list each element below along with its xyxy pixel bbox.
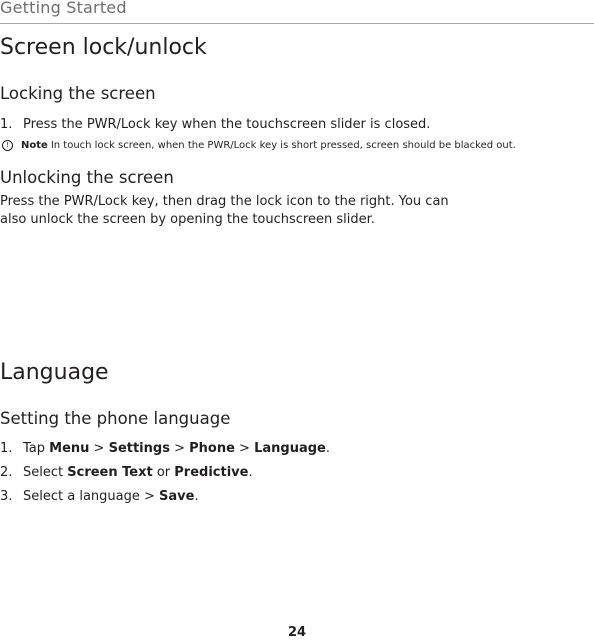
note-block — [0, 140, 516, 151]
step-text — [23, 489, 199, 504]
option-save: Save — [159, 489, 195, 504]
page-number: 24 — [287, 625, 307, 640]
step-text-part: . — [194, 489, 199, 504]
menu-path-phone: Phone — [189, 441, 235, 456]
info-icon: ! — [2, 140, 13, 151]
step-text-part: Tap — [23, 441, 50, 456]
separator: > — [169, 441, 190, 456]
step-text-part: or — [152, 465, 175, 480]
unlocking-paragraph — [0, 193, 450, 229]
step-text-part: . — [248, 465, 253, 480]
heading-setting-language: Setting the phone language — [0, 409, 231, 428]
note-text: In touch lock screen, when the PWR/Lock key is short pressed, screen should be blacked out. — [50, 140, 516, 151]
heading-unlocking-screen: Unlocking the screen — [0, 168, 174, 187]
separator: > — [234, 441, 255, 456]
step-text-part: Select a language > — [23, 489, 160, 504]
running-head: Getting Started — [0, 0, 127, 17]
note-label: Note — [21, 140, 48, 151]
menu-path-settings: Settings — [108, 441, 170, 456]
step-number: 1. — [0, 117, 13, 132]
menu-path-language: Language — [254, 441, 326, 456]
heading-locking-screen: Locking the screen — [0, 84, 156, 103]
step-text — [23, 441, 330, 456]
step-text-part: Select — [23, 465, 68, 480]
step-number: 2. — [0, 465, 13, 480]
step-text — [23, 465, 253, 480]
step-number: 1. — [0, 441, 13, 456]
step-number: 3. — [0, 489, 13, 504]
step-text: Press the PWR/Lock key when the touchscreen slider is closed. — [23, 117, 431, 132]
section-title-screen-lock: Screen lock/unlock — [0, 35, 207, 60]
separator: > — [89, 441, 109, 456]
step-text-part: . — [325, 441, 331, 456]
menu-path-menu: Menu — [49, 441, 90, 456]
unlocking-line-1: Press the PWR/Lock key, then drag the lock icon to the right. You can — [0, 194, 449, 209]
option-predictive: Predictive — [174, 465, 249, 480]
unlocking-line-2: also unlock the screen by opening the touchscreen slider. — [0, 212, 375, 227]
section-title-language: Language — [0, 360, 109, 385]
header-rule — [0, 23, 594, 24]
option-screen-text: Screen Text — [67, 465, 153, 480]
